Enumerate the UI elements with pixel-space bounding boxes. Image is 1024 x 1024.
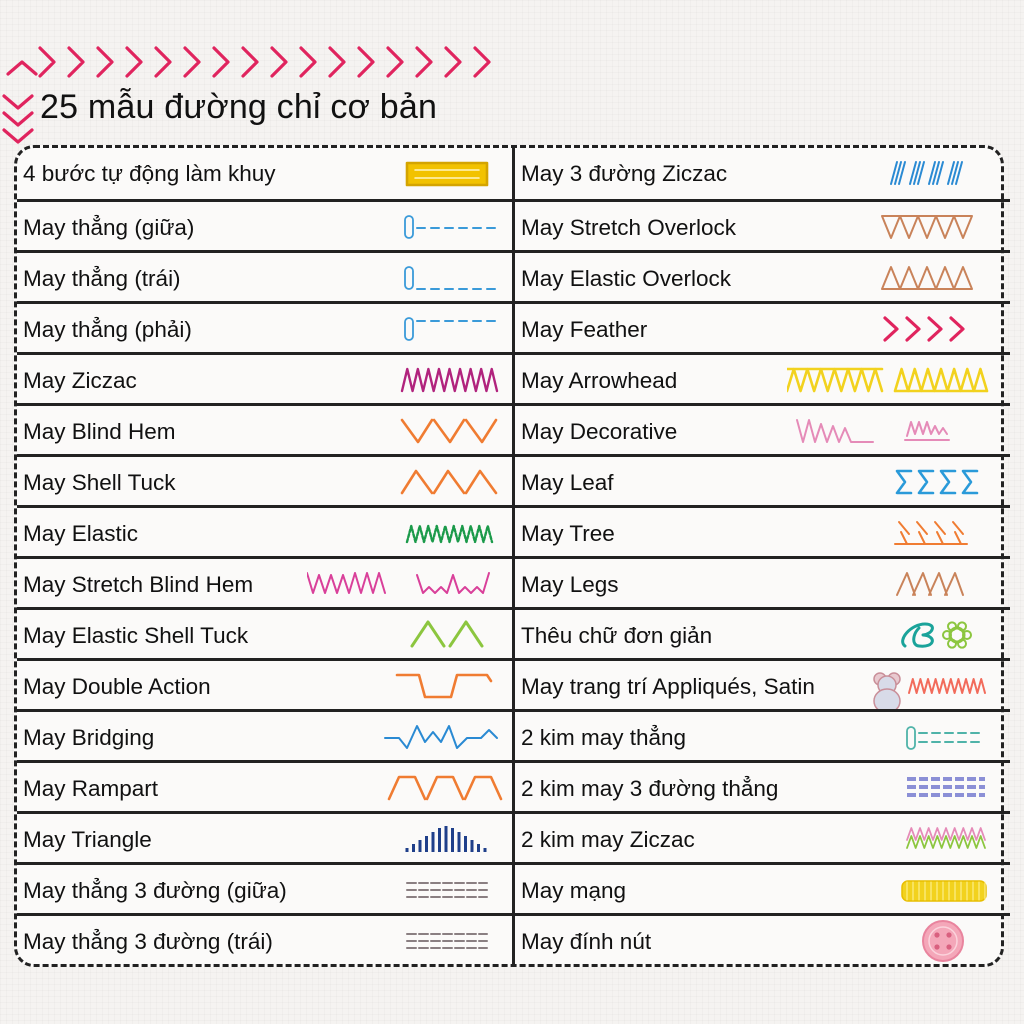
twin-needle-zigzag-stitch-icon <box>787 814 997 864</box>
stitch-row <box>515 301 1010 352</box>
stitch-row <box>17 250 512 301</box>
stitch-row <box>515 250 1010 301</box>
tree-stitch-icon <box>787 508 997 558</box>
stitch-row <box>17 352 512 403</box>
stitch-label: May Arrowhead <box>521 368 678 393</box>
stitch-label: May Rampart <box>23 776 159 801</box>
twin-needle-triple-straight-stitch-icon <box>787 763 997 813</box>
triple-straight-left-stitch-icon <box>307 916 507 966</box>
stitch-label: May Blind Hem <box>23 419 176 444</box>
stitch-row <box>17 658 512 709</box>
stitch-label: May thẳng (trái) <box>23 266 181 291</box>
straight-center-stitch-icon <box>307 202 507 252</box>
stitch-label: 2 kim may Ziczac <box>521 827 695 852</box>
stitch-label: May mạng <box>521 878 627 903</box>
stitch-label: May đính nút <box>521 929 652 954</box>
straight-left-stitch-icon <box>307 253 507 303</box>
stitch-column-right <box>512 148 1010 964</box>
page-title: 25 mẫu đường chỉ cơ bản <box>40 88 438 126</box>
stitch-label: May Legs <box>521 572 619 597</box>
stitch-label: May thẳng 3 đường (trái) <box>23 929 273 954</box>
stitch-label: May Ziczac <box>23 368 137 393</box>
stitch-row <box>17 505 512 556</box>
stitch-row <box>17 709 512 760</box>
feather-stitch-icon <box>787 304 997 354</box>
stitch-row <box>515 811 1010 862</box>
stitch-label: May Elastic <box>23 521 139 546</box>
elastic-overlock-stitch-icon <box>787 253 997 303</box>
stitch-label: May 3 đường Ziczac <box>521 161 728 186</box>
stitch-row <box>17 403 512 454</box>
zigzag-stitch-icon <box>307 355 507 405</box>
stitch-row <box>17 199 512 250</box>
stitch-label: May Stretch Overlock <box>521 215 737 240</box>
stitch-label: May Elastic Overlock <box>521 266 732 291</box>
stitch-label: May thẳng (giữa) <box>23 215 195 240</box>
twin-needle-straight-stitch-icon <box>787 712 997 762</box>
stitch-label: 2 kim may 3 đường thẳng <box>521 776 779 801</box>
stitch-label: May Tree <box>521 521 615 546</box>
decorative-stitch-icon <box>787 406 997 456</box>
triple-zigzag-stitch-icon <box>787 148 997 198</box>
stitch-row <box>17 760 512 811</box>
stitch-row <box>17 913 512 964</box>
darning-stitch-icon <box>787 865 997 915</box>
stitch-row <box>17 607 512 658</box>
stitch-column-left <box>17 148 512 964</box>
stitch-row <box>515 862 1010 913</box>
stitch-row <box>17 301 512 352</box>
stitch-row <box>515 709 1010 760</box>
stitch-table <box>14 145 1004 967</box>
monogram-embroidery-icon <box>787 610 997 660</box>
stitch-row <box>515 658 1010 709</box>
legs-stitch-icon <box>787 559 997 609</box>
stitch-row <box>17 862 512 913</box>
stitch-row <box>515 505 1010 556</box>
stitch-row <box>515 556 1010 607</box>
rampart-stitch-icon <box>307 763 507 813</box>
stitch-row <box>515 199 1010 250</box>
stitch-row <box>515 607 1010 658</box>
leaf-stitch-icon <box>787 457 997 507</box>
stitch-label: May Leaf <box>521 470 614 495</box>
stretch-blind-hem-stitch-icon <box>307 559 507 609</box>
stitch-row <box>515 454 1010 505</box>
stitch-row <box>515 148 1010 199</box>
stitch-label: May Elastic Shell Tuck <box>23 623 249 648</box>
stitch-label: May Feather <box>521 317 648 342</box>
triangle-stitch-icon <box>307 814 507 864</box>
stitch-label: Thêu chữ đơn giản <box>521 623 713 648</box>
stitch-label: May Stretch Blind Hem <box>23 572 254 597</box>
arrowhead-stitch-icon <box>787 355 997 405</box>
applique-satin-stitch-icon <box>787 661 997 711</box>
stitch-row <box>515 403 1010 454</box>
stitch-row <box>515 352 1010 403</box>
stitch-row <box>515 760 1010 811</box>
straight-right-stitch-icon <box>307 304 507 354</box>
stitch-label: 4 bước tự động làm khuy <box>23 161 276 186</box>
bridging-stitch-icon <box>307 712 507 762</box>
stitch-row <box>17 148 512 199</box>
stitch-label: May Bridging <box>23 725 155 750</box>
stretch-overlock-stitch-icon <box>787 202 997 252</box>
stitch-label: May Decorative <box>521 419 678 444</box>
double-action-stitch-icon <box>307 661 507 711</box>
stitch-label: May thẳng 3 đường (giữa) <box>23 878 287 903</box>
stitch-label: May thẳng (phải) <box>23 317 192 342</box>
blind-hem-stitch-icon <box>307 406 507 456</box>
stitch-label: May Shell Tuck <box>23 470 176 495</box>
stitch-row <box>17 454 512 505</box>
elastic-stitch-icon <box>307 508 507 558</box>
stitch-label: May Triangle <box>23 827 152 852</box>
pink-chevron-border <box>0 0 520 150</box>
stitch-label: May Double Action <box>23 674 211 699</box>
button-sewing-icon <box>787 916 997 966</box>
buttonhole-stitch-icon <box>307 148 507 198</box>
triple-straight-center-stitch-icon <box>307 865 507 915</box>
shell-tuck-stitch-icon <box>307 457 507 507</box>
stitch-label: May trang trí Appliqués, Satin <box>521 674 815 699</box>
stitch-row <box>515 913 1010 964</box>
stitch-label: 2 kim may thẳng <box>521 725 687 750</box>
stitch-row <box>17 811 512 862</box>
elastic-shell-tuck-stitch-icon <box>307 610 507 660</box>
stitch-row <box>17 556 512 607</box>
